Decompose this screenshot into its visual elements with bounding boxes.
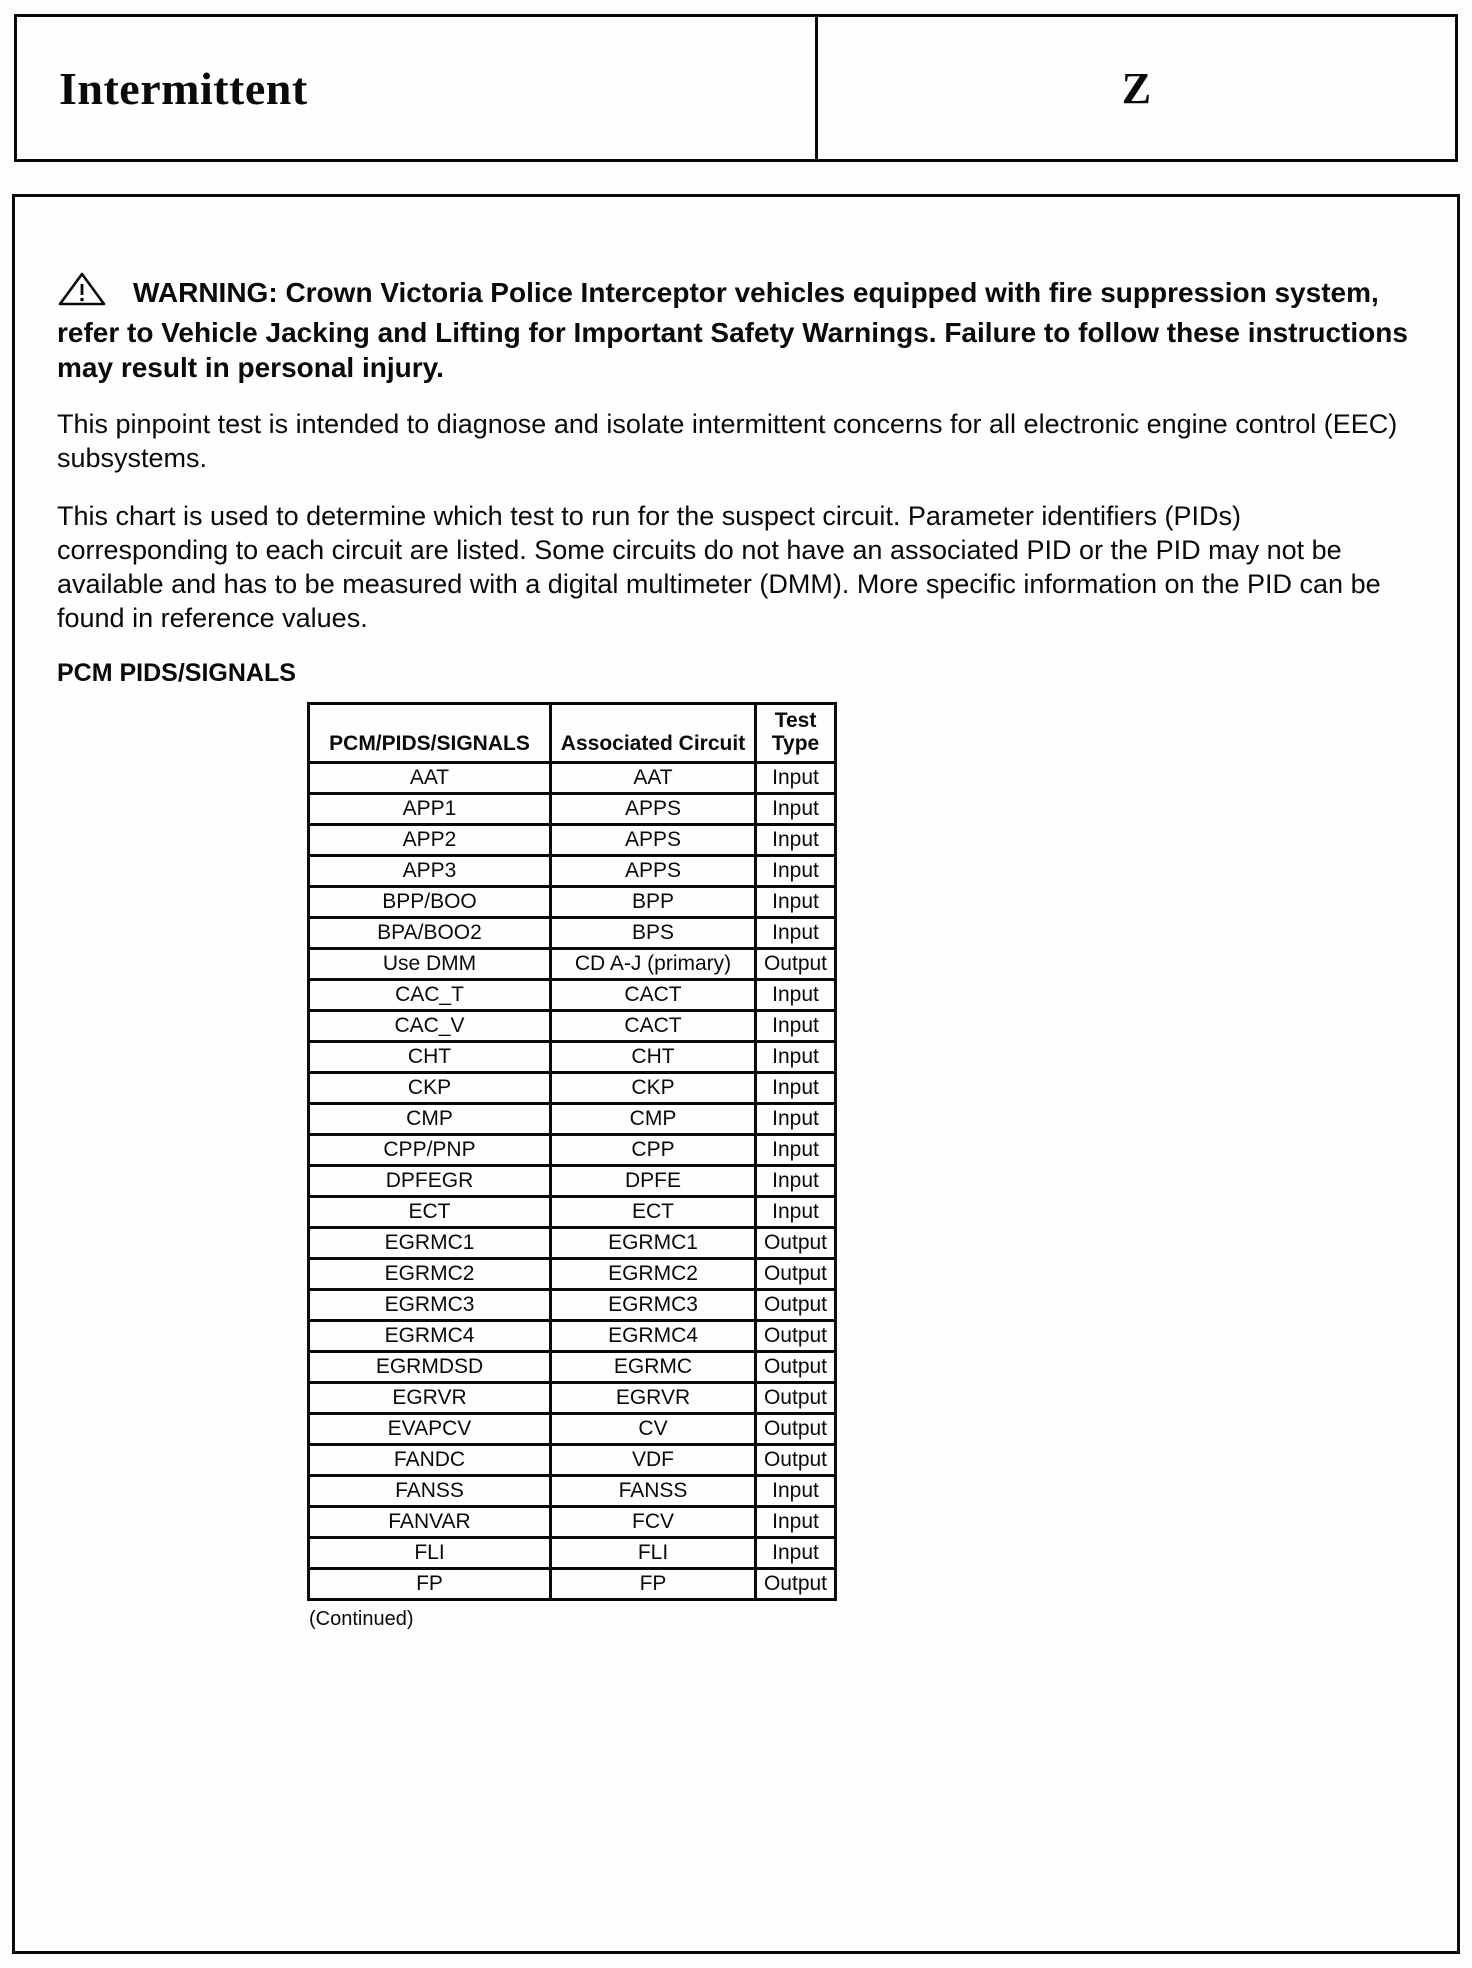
table-cell: APPS — [551, 794, 756, 825]
pcm-pids-signals-table — [307, 702, 837, 1601]
column-header-pcm-pids-signals: PCM/PIDS/SIGNALS — [309, 704, 551, 763]
table-cell: Input — [756, 980, 836, 1011]
continued-note: (Continued) — [309, 1608, 414, 1630]
table-row — [309, 1507, 836, 1538]
table-row — [309, 1104, 836, 1135]
section-heading: PCM PIDS/SIGNALS — [57, 659, 296, 687]
table-cell: CD A-J (primary) — [551, 949, 756, 980]
table-cell: EGRMC1 — [551, 1228, 756, 1259]
table-row — [309, 856, 836, 887]
table-cell: DPFE — [551, 1166, 756, 1197]
column-header-associated-circuit: Associated Circuit — [551, 704, 756, 763]
table-cell: FLI — [309, 1538, 551, 1569]
table-cell: FCV — [551, 1507, 756, 1538]
table-cell: Input — [756, 1197, 836, 1228]
table-row — [309, 1321, 836, 1352]
table-cell: VDF — [551, 1445, 756, 1476]
table-cell: Input — [756, 1538, 836, 1569]
table-cell: ECT — [551, 1197, 756, 1228]
table-cell: BPA/BOO2 — [309, 918, 551, 949]
table-cell: Output — [756, 1383, 836, 1414]
pid-table-body — [309, 763, 836, 1600]
warning-text: Crown Victoria Police Interceptor vehicles equipped with fire suppression system, refer to Vehicle Jacking and Lifting for Important Safety Warnings. Failure to follow these instructions may result in personal injury. — [57, 277, 1408, 383]
table-cell: Output — [756, 949, 836, 980]
table-row — [309, 794, 836, 825]
table-row — [309, 1383, 836, 1414]
table-cell: FP — [551, 1569, 756, 1600]
table-cell: BPS — [551, 918, 756, 949]
table-cell: APP3 — [309, 856, 551, 887]
table-cell: Input — [756, 887, 836, 918]
table-cell: CKP — [551, 1073, 756, 1104]
table-row — [309, 1290, 836, 1321]
table-cell: Input — [756, 1104, 836, 1135]
table-cell: Input — [756, 794, 836, 825]
table-cell: FANSS — [309, 1476, 551, 1507]
warning-paragraph — [57, 271, 1415, 385]
table-cell: CHT — [551, 1042, 756, 1073]
table-cell: FANDC — [309, 1445, 551, 1476]
table-row — [309, 1073, 836, 1104]
table-cell: FLI — [551, 1538, 756, 1569]
table-row — [309, 980, 836, 1011]
table-row — [309, 825, 836, 856]
table-row — [309, 1414, 836, 1445]
table-header-row — [309, 704, 836, 763]
table-cell: FANVAR — [309, 1507, 551, 1538]
table-cell: APPS — [551, 856, 756, 887]
table-cell: CACT — [551, 1011, 756, 1042]
paragraph-chart-explanation: This chart is used to determine which test to run for the suspect circuit. Parameter identifiers (PIDs) corresponding to each circuit are listed. Some circuits do not have an associated PID or the PID may not be available and has to be measured with a digital multimeter (DMM). More specific information on the PID can be found in reference values. — [57, 501, 1381, 633]
table-cell: CV — [551, 1414, 756, 1445]
table-row — [309, 1135, 836, 1166]
table-row — [309, 1259, 836, 1290]
table-cell: BPP/BOO — [309, 887, 551, 918]
table-cell: Use DMM — [309, 949, 551, 980]
table-cell: APP2 — [309, 825, 551, 856]
content-box — [12, 194, 1460, 1954]
warning-label: WARNING: — [133, 277, 278, 308]
table-cell: Output — [756, 1259, 836, 1290]
table-cell: AAT — [551, 763, 756, 794]
title-bar — [14, 14, 1458, 162]
table-cell: FP — [309, 1569, 551, 1600]
table-cell: FANSS — [551, 1476, 756, 1507]
table-cell: CPP — [551, 1135, 756, 1166]
section-cell — [818, 17, 1455, 159]
table-row — [309, 1445, 836, 1476]
table-cell: Output — [756, 1569, 836, 1600]
table-row — [309, 1569, 836, 1600]
table-cell: CMP — [309, 1104, 551, 1135]
table-cell: EGRVR — [551, 1383, 756, 1414]
table-cell: EGRMC — [551, 1352, 756, 1383]
table-cell: Input — [756, 1166, 836, 1197]
table-cell: EGRMC2 — [551, 1259, 756, 1290]
table-cell: Input — [756, 1507, 836, 1538]
column-header-test-type: Test Type — [756, 704, 836, 763]
table-row — [309, 1011, 836, 1042]
table-cell: CAC_T — [309, 980, 551, 1011]
table-row — [309, 1352, 836, 1383]
table-row — [309, 1042, 836, 1073]
table-cell: Output — [756, 1290, 836, 1321]
table-row — [309, 1476, 836, 1507]
table-row — [309, 1538, 836, 1569]
table-row — [309, 1166, 836, 1197]
table-cell: ECT — [309, 1197, 551, 1228]
table-cell: BPP — [551, 887, 756, 918]
table-row — [309, 1228, 836, 1259]
table-cell: CMP — [551, 1104, 756, 1135]
table-cell: Input — [756, 918, 836, 949]
table-row — [309, 887, 836, 918]
table-cell: EGRMC4 — [551, 1321, 756, 1352]
table-cell: EGRMC1 — [309, 1228, 551, 1259]
table-cell: EGRMC2 — [309, 1259, 551, 1290]
table-cell: Input — [756, 763, 836, 794]
table-cell: CACT — [551, 980, 756, 1011]
paragraph-intro: This pinpoint test is intended to diagnose and isolate intermittent concerns for all electronic engine control (EEC) subsystems. — [57, 409, 1398, 473]
table-row — [309, 949, 836, 980]
table-cell: Input — [756, 1476, 836, 1507]
table-cell: CHT — [309, 1042, 551, 1073]
table-cell: APPS — [551, 825, 756, 856]
table-row — [309, 763, 836, 794]
table-cell: DPFEGR — [309, 1166, 551, 1197]
table-cell: Input — [756, 1073, 836, 1104]
table-cell: CKP — [309, 1073, 551, 1104]
section-letter: Z — [1121, 63, 1152, 113]
table-cell: Output — [756, 1321, 836, 1352]
table-row — [309, 918, 836, 949]
title-cell — [17, 17, 818, 159]
table-cell: CPP/PNP — [309, 1135, 551, 1166]
warning-triangle-icon — [57, 271, 107, 315]
table-cell: Input — [756, 825, 836, 856]
table-cell: Input — [756, 1011, 836, 1042]
table-cell: Input — [756, 856, 836, 887]
table-cell: EGRMDSD — [309, 1352, 551, 1383]
table-cell: Output — [756, 1228, 836, 1259]
table-cell: EGRMC3 — [309, 1290, 551, 1321]
table-cell: EGRMC3 — [551, 1290, 756, 1321]
table-cell: Output — [756, 1414, 836, 1445]
table-cell: Output — [756, 1352, 836, 1383]
table-cell: APP1 — [309, 794, 551, 825]
table-cell: EGRVR — [309, 1383, 551, 1414]
page-title: Intermittent — [59, 62, 308, 114]
table-cell: Input — [756, 1135, 836, 1166]
table-cell: EGRMC4 — [309, 1321, 551, 1352]
table-cell: CAC_V — [309, 1011, 551, 1042]
table-cell: AAT — [309, 763, 551, 794]
table-cell: Output — [756, 1445, 836, 1476]
table-cell: EVAPCV — [309, 1414, 551, 1445]
table-row — [309, 1197, 836, 1228]
table-cell: Input — [756, 1042, 836, 1073]
